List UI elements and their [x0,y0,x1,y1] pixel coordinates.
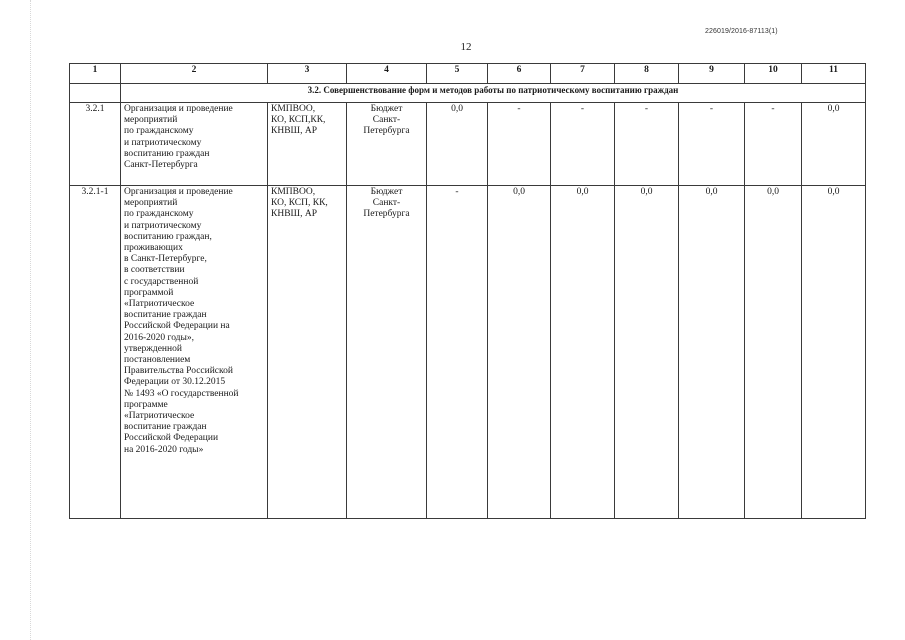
column-number: 8 [615,64,679,84]
plan-table [69,63,866,519]
column-number-row [70,64,866,84]
column-number: 2 [121,64,268,84]
row-value: 0,0 [745,186,802,519]
column-number: 4 [347,64,427,84]
row-code: 3.2.1-1 [70,186,121,519]
row-value: 0,0 [427,103,488,186]
table-row [70,186,866,519]
row-value: - [427,186,488,519]
row-description: Организация и проведение мероприятий по гражданскому и патриотическому воспитанию граждан Санкт-Петербурга [121,103,268,186]
page-number: 12 [460,41,472,53]
row-executors: КМПВОО, КО, КСП,КК, КНВШ, АР [268,103,347,186]
column-number: 6 [488,64,551,84]
document-id: 226019/2016-87113(1) [705,28,778,35]
row-value: 0,0 [488,186,551,519]
row-description: Организация и проведение мероприятий по гражданскому и патриотическому воспитанию граждан, проживающих в Санкт-Петербурге, в соответствии с государственной программой «Патриотическое воспитание граждан Российской Федерации на 2016-2020 годы», утвержденной постановлением Правительства Российской Федерации от 30.12.2015 № 1493 «О государственной программе «Патриотическое воспитание граждан Российской Федерации на 2016-2020 годы» [121,186,268,519]
column-number: 9 [679,64,745,84]
row-value: - [679,103,745,186]
column-number: 3 [268,64,347,84]
column-number: 1 [70,64,121,84]
column-number: 10 [745,64,802,84]
table-row [70,103,866,186]
row-value: 0,0 [551,186,615,519]
row-value: - [488,103,551,186]
row-code: 3.2.1 [70,103,121,186]
row-value: 0,0 [679,186,745,519]
column-number: 11 [802,64,866,84]
row-value: - [745,103,802,186]
column-number: 5 [427,64,488,84]
row-value: 0,0 [802,103,866,186]
row-funding-source: Бюджет Санкт- Петербурга [347,186,427,519]
row-value: - [615,103,679,186]
row-value: 0,0 [615,186,679,519]
section-heading-row [70,84,866,103]
row-executors: КМПВОО, КО, КСП, КК, КНВШ, АР [268,186,347,519]
row-value: 0,0 [802,186,866,519]
column-number: 7 [551,64,615,84]
row-value: - [551,103,615,186]
section-title: 3.2. Совершенствование форм и методов работы по патриотическому воспитанию граждан [121,84,866,103]
scan-margin-line [30,0,31,640]
row-funding-source: Бюджет Санкт- Петербурга [347,103,427,186]
